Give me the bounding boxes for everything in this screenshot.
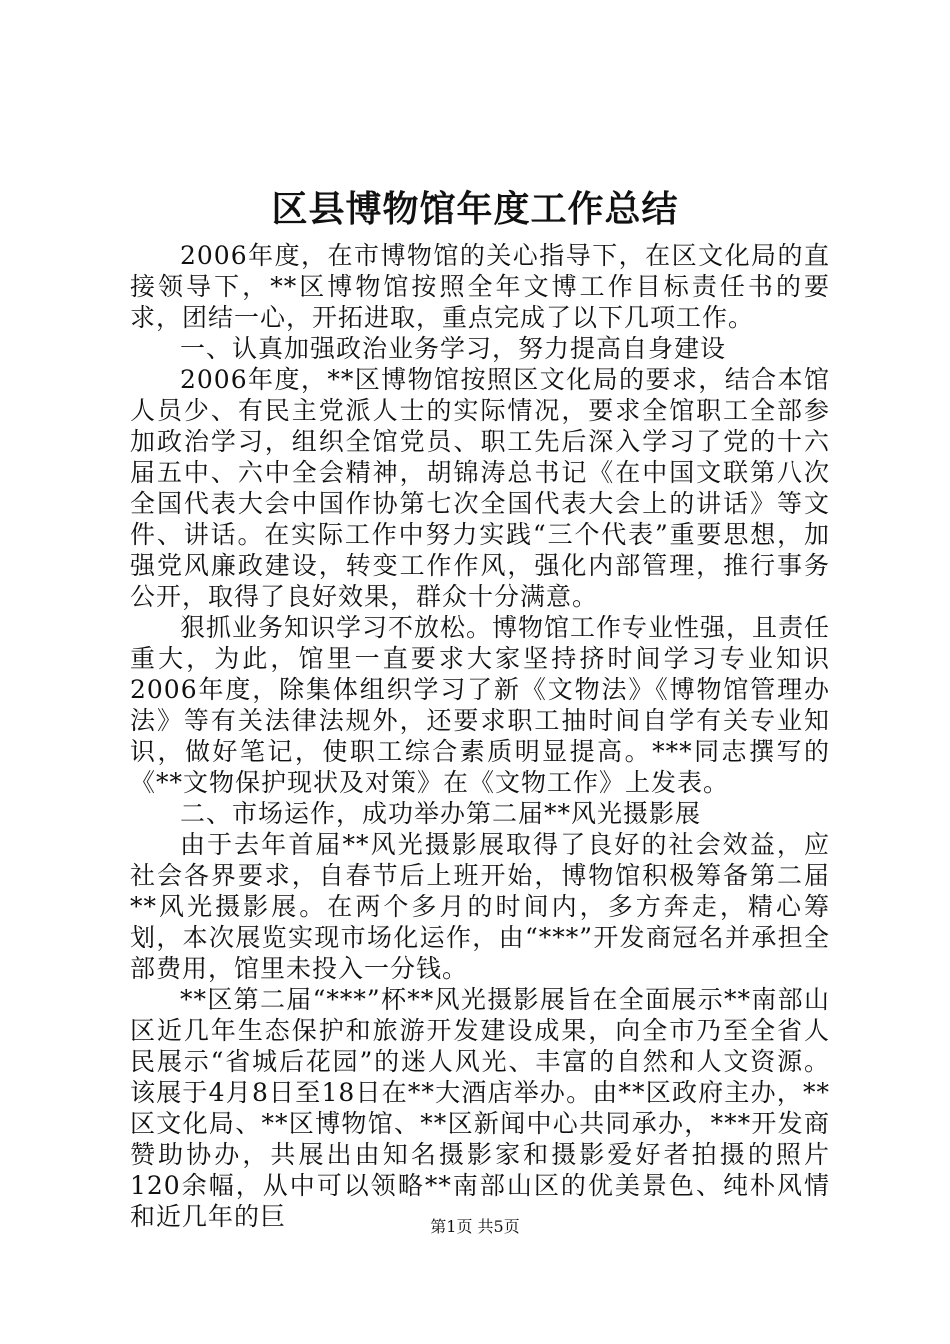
paragraph-political-study: 2006年度，**区博物馆按照区文化局的要求，结合本馆人员少、有民主党派人士的实际情况，要求全馆职工全部参加政治学习，组织全馆党员、职工先后深入学习了党的十六届五中、六中全会精神，胡锦涛总书记《在中国文联第八次全国代表大会中国作协第七次全国代表大会上的讲话》等文件、讲话。在实际工作中努力实践“三个代表”重要思想，加强党风廉政建设，转变工作作风，强化内部管理，推行事务公开，取得了良好效果，群众十分满意。 (130, 365, 830, 611)
paragraph-professional-study: 狠抓业务知识学习不放松。博物馆工作专业性强，且责任重大，为此，馆里一直要求大家坚持挤时间学习专业知识2006年度，除集体组织学习了新《文物法》《博物馆管理办法》等有关法律法规外，还要求职工抽时间自学有关专业知识，做好笔记，使职工综合素质明显提高。***同志撰写的《**文物保护现状及对策》在《文物工作》上发表。 (130, 613, 831, 797)
page-number-footer: 第1页 共5页 (430, 1217, 520, 1236)
paragraph-exhibition-details: **区第二届“***”杯**风光摄影展旨在全面展示**南部山区近几年生态保护和旅游开发建设成果，向全市乃至全省人民展示“省城后花园”的迷人风光、丰富的自然和人文资源。该展于4月8日至18日在**大酒店举办。由**区政府主办，**区文化局、**区博物馆、**区新闻中心共同承办，***开发商赞助协办，共展出由知名摄影家和摄影爱好者拍摄的照片120余幅，从中可以领略**南部山区的优美景色、纯朴风情和近几年的巨 (130, 985, 830, 1231)
document-title: 区县博物馆年度工作总结 (271, 188, 679, 230)
paragraph-exhibition-preparation: 由于去年首届**风光摄影展取得了良好的社会效益，应社会各界要求，自春节后上班开始，博物馆积极筹备第二届**风光摄影展。在两个多月的时间内，多方奔走，精心筹划，本次展览实现市场化运作，由“***”开发商冠名并承担全部费用，馆里未投入一分钱。 (130, 830, 830, 983)
section-heading-2: 二、市场运作，成功举办第二届**风光摄影展 (180, 799, 702, 828)
paragraph-intro: 2006年度，在市博物馆的关心指导下，在区文化局的直接领导下，**区博物馆按照全年文博工作目标责任书的要求，团结一心，开拓进取，重点完成了以下几项工作。 (130, 241, 830, 332)
document-body (130, 240, 830, 1232)
section-heading-1: 一、认真加强政治业务学习，努力提高自身建设 (180, 334, 727, 363)
